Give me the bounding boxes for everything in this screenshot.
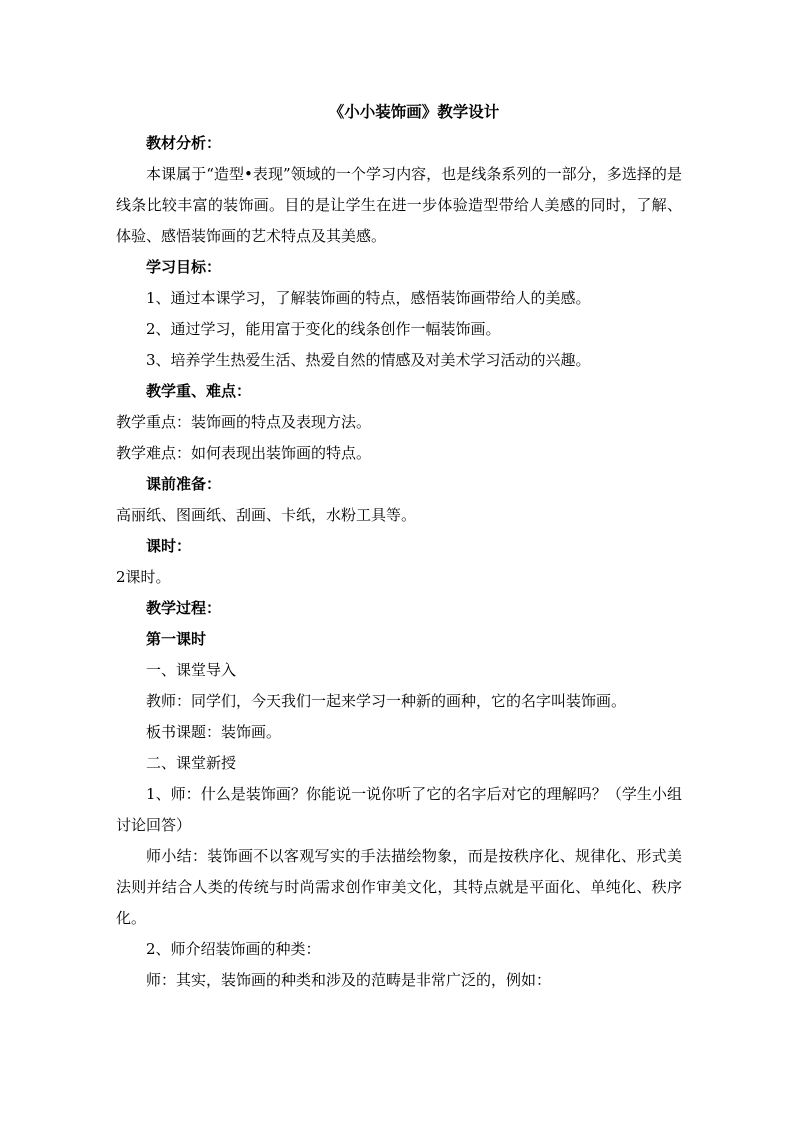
goal-item-3: 3、培养学生热爱生活、热爱自然的情感及对美术学习活动的兴趣。 [146,351,591,369]
preparation-heading: 课前准备： [146,475,222,493]
process-heading: 教学过程： [146,599,222,617]
hours-text: 2课时。 [116,568,171,586]
key-difficulty-heading: 教学重、难点： [146,382,252,400]
lesson-1-heading: 第一课时 [146,630,207,648]
difficult-point: 教学难点：如何表现出装饰画的特点。 [116,444,372,462]
preparation-text: 高丽纸、图画纸、刮画、卡纸，水粉工具等。 [116,506,417,524]
question-2-text: 师：其实，装饰画的种类和涉及的范畴是非常广泛的，例如： [146,971,552,989]
document-page [116,96,682,996]
step-1-title: 一、课堂导入 [146,661,237,679]
material-heading: 教材分析： [146,134,222,152]
goal-item-2: 2、通过学习，能用富于变化的线条创作一幅装饰画。 [146,320,501,338]
question-2: 2、师介绍装饰画的种类： [146,940,321,958]
board-title: 板书课题：装饰画。 [146,723,282,741]
goal-item-1: 1、通过本课学习，了解装饰画的特点，感悟装饰画带给人的美感。 [146,289,591,307]
hours-heading: 课时： [146,537,192,555]
teacher-intro: 教师：同学们，今天我们一起来学习一种新的画种，它的名字叫装饰画。 [146,692,627,710]
step-2-title: 二、课堂新授 [146,754,237,772]
document-title: 《小小装饰画》教学设计 [328,102,500,121]
material-text: 本课属于“造型•表现”领域的一个学习内容，也是线条系列的一部分，多选择的是线条比较丰富的装饰画。目的是让学生在进一步体验造型带给人美感的同时，了解、体验、感悟装饰画的艺术特点及其美感。 [116,165,682,245]
goals-heading: 学习目标： [146,258,222,276]
question-1: 1、师：什么是装饰画？你能说一说你听了它的名字后对它的理解吗？（学生小组讨论回答） [116,785,682,834]
teacher-summary: 师小结：装饰画不以客观写实的手法描绘物象，而是按秩序化、规律化、形式美法则并结合人类的传统与时尚需求创作审美文化，其特点就是平面化、单纯化、秩序化。 [116,847,682,927]
key-point: 教学重点：装饰画的特点及表现方法。 [116,413,372,431]
